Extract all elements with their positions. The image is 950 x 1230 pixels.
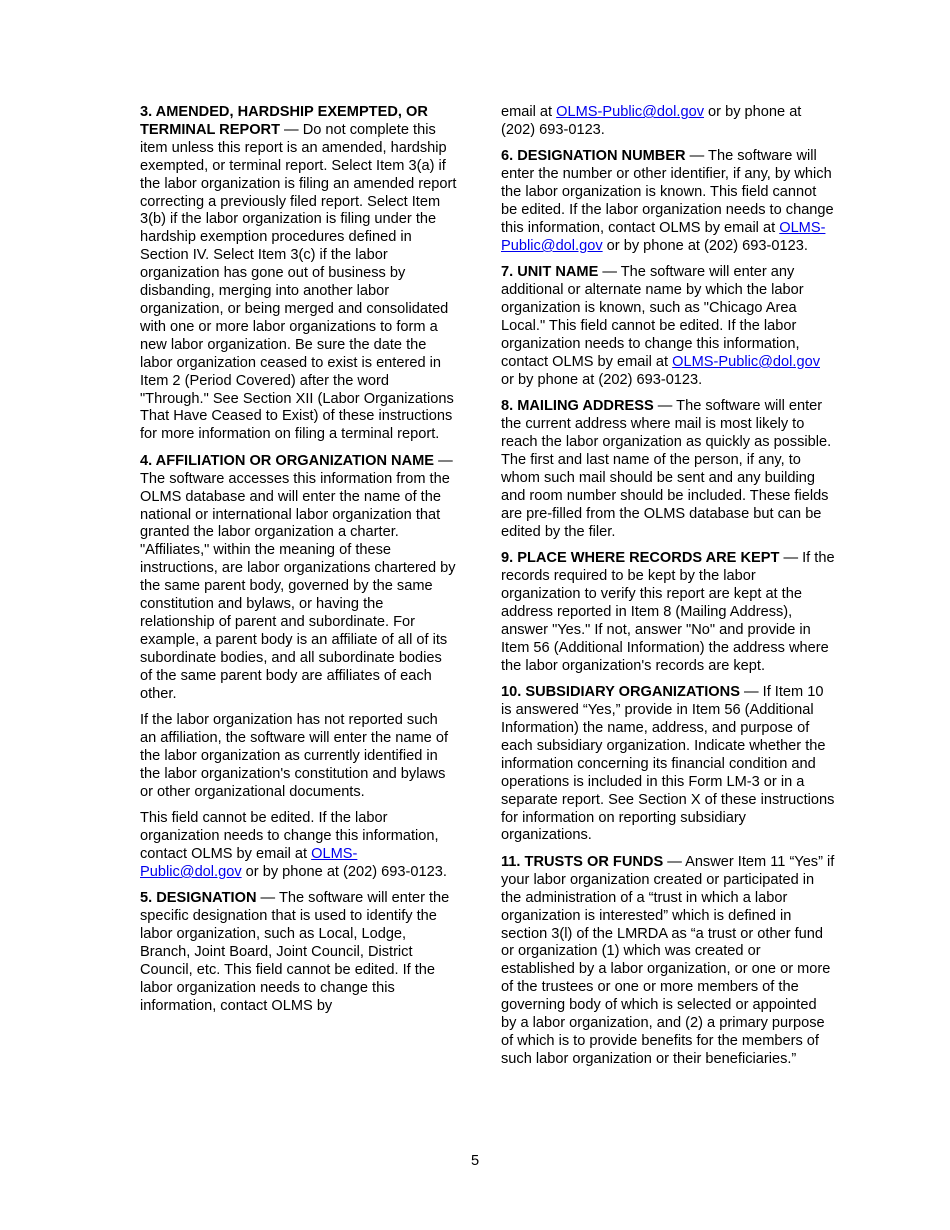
olms-email-link[interactable]: OLMS-Public@dol.gov [672, 353, 820, 370]
item-8-heading: 8. MAILING ADDRESS [501, 398, 654, 415]
item-6-heading: 6. DESIGNATION NUMBER [501, 148, 686, 165]
item-4-paragraph [140, 453, 458, 704]
item-3-paragraph [140, 104, 458, 444]
item-11-heading: 11. TRUSTS OR FUNDS [501, 853, 664, 870]
right-column [501, 104, 835, 1077]
item-8-paragraph [501, 398, 835, 541]
olms-email-link[interactable]: OLMS-Public@dol.gov [556, 104, 704, 120]
item-7-heading: 7. UNIT NAME [501, 264, 599, 281]
item-4-paragraph-3 [140, 810, 458, 882]
item-4-body: — The software accesses this information from the OLMS database and will enter the name of the national or international labor organization that granted the labor organization a charter. "Affiliates," within the meaning of these instructions, are labor organizations chartered by the same parent body, governed by the same constitution and bylaws, or having the relationship of parent and subordinate. For example, a parent body is an affiliate of all of its subordinate bodies, and all subordinate bodies of the same parent body are affiliates of each other. [140, 452, 456, 702]
item-8-body: — The software will enter the current address where mail is most likely to reach the labor organization as quickly as possible. The first and last name of the person, if any, to whom such mail should be sent and any building and room number should be included. These fields are pre-filled from the OLMS database but can be edited by the filer. [501, 398, 832, 540]
item-7-paragraph [501, 264, 835, 389]
item-4-paragraph-2: If the labor organization has not reported such an affiliation, the software will enter the name of the labor organization as currently identified in the labor organization's constitution and bylaws or other organizational documents. [140, 712, 448, 800]
item-5-cont-text: email at [501, 104, 557, 120]
olms-email-link[interactable]: OLMS-Public@dol.gov [140, 846, 358, 880]
item-9-body: — If the records required to be kept by the labor organization to verify this report are kept at the address reported in Item 8 (Mailing Address), answer "Yes." If not, answer "No" and provide in Item 56 (Additional Information) the address where the labor organization's records are kept. [501, 550, 835, 674]
item-10-paragraph [501, 684, 835, 845]
item-4-para3-phone: or by phone at (202) 693-0123. [241, 863, 447, 880]
item-9-heading: 9. PLACE WHERE RECORDS ARE KEPT [501, 550, 780, 567]
left-column [140, 104, 458, 1024]
item-7-phone: or by phone at (202) 693-0123. [501, 371, 703, 388]
item-5-cont-phone: or by phone at (202) 693-0123. [501, 104, 802, 138]
item-6-body: — The software will enter the number or other identifier, if any, by which the labor organization is known. This field cannot be edited. If the labor organization needs to change this information, contact OLMS by email at [501, 148, 834, 237]
olms-email-link[interactable]: OLMS-Public@dol.gov [501, 220, 826, 254]
item-3-body: — Do not complete this item unless this report is an amended, hardship exempted, or terminal report. Select Item 3(a) if the labor organization is filing an amended report correcting a previously filed report. Select Item 3(b) if the labor organization is filing under the hardship exemption procedures defined in Section IV. Select Item 3(c) if the labor organization has gone out of business by disbanding, merging into another labor organization, or being merged and consolidated with one or more labor organizations to form a new labor organization. Be sure the date the labor organization ceased to exist is entered in Item 2 (Period Covered) after the word "Through." See Section XII (Labor Organizations That Have Ceased to Exist) of these instructions for more information on filing a terminal report. [140, 121, 457, 443]
item-5-paragraph [140, 890, 458, 1015]
item-4-heading: 4. AFFILIATION OR ORGANIZATION NAME [140, 452, 435, 469]
item-6-paragraph [501, 148, 835, 255]
item-10-heading: 10. SUBSIDIARY ORGANIZATIONS [501, 684, 740, 701]
item-3-heading: 3. AMENDED, HARDSHIP EXEMPTED, OR TERMINAL REPORT [140, 104, 428, 138]
item-7-body: — The software will enter any additional or alternate name by which the labor organization is known, such as "Chicago Area Local." This field cannot be edited. If the labor organization needs to change this information, contact OLMS by email at [501, 264, 804, 370]
item-4-para3-text: This field cannot be edited. If the labor organization needs to change this information, contact OLMS by email at [140, 810, 439, 863]
item-11-paragraph [501, 854, 835, 1069]
item-5-body: — The software will enter the specific designation that is used to identify the labor organization, such as Local, Lodge, Branch, Joint Board, Joint Council, District Council, etc. This field cannot be edited. If the labor organization needs to change this information, contact OLMS by [140, 890, 450, 1014]
item-5-continuation [501, 104, 835, 140]
item-5-heading: 5. DESIGNATION [140, 890, 257, 907]
item-11-body: — Answer Item 11 “Yes” if your labor organization created or participated in the administration of a “trust in which a labor organization is interested” which is defined in section 3(l) of the LMRDA as “a trust or other fund or organization (1) which was created or established by a labor organization, or one or more of the trustees or one or more members of the governing body of which is selected or appointed by a labor organization, and (2) a primary purpose of which is to provide benefits for the members of such labor organization or their beneficiaries.” [501, 853, 835, 1067]
item-10-body: — If Item 10 is answered “Yes,” provide in Item 56 (Additional Information) the name, address, and purpose of each subsidiary organization. Indicate whether the information concerning its financial condition and operations is included in this Form LM-3 or in a separate report. See Section X of these instructions for information on reporting subsidiary organizations. [501, 684, 835, 844]
item-6-phone: or by phone at (202) 693-0123. [602, 237, 808, 254]
item-9-paragraph [501, 550, 835, 675]
page-number: 5 [470, 1153, 480, 1169]
